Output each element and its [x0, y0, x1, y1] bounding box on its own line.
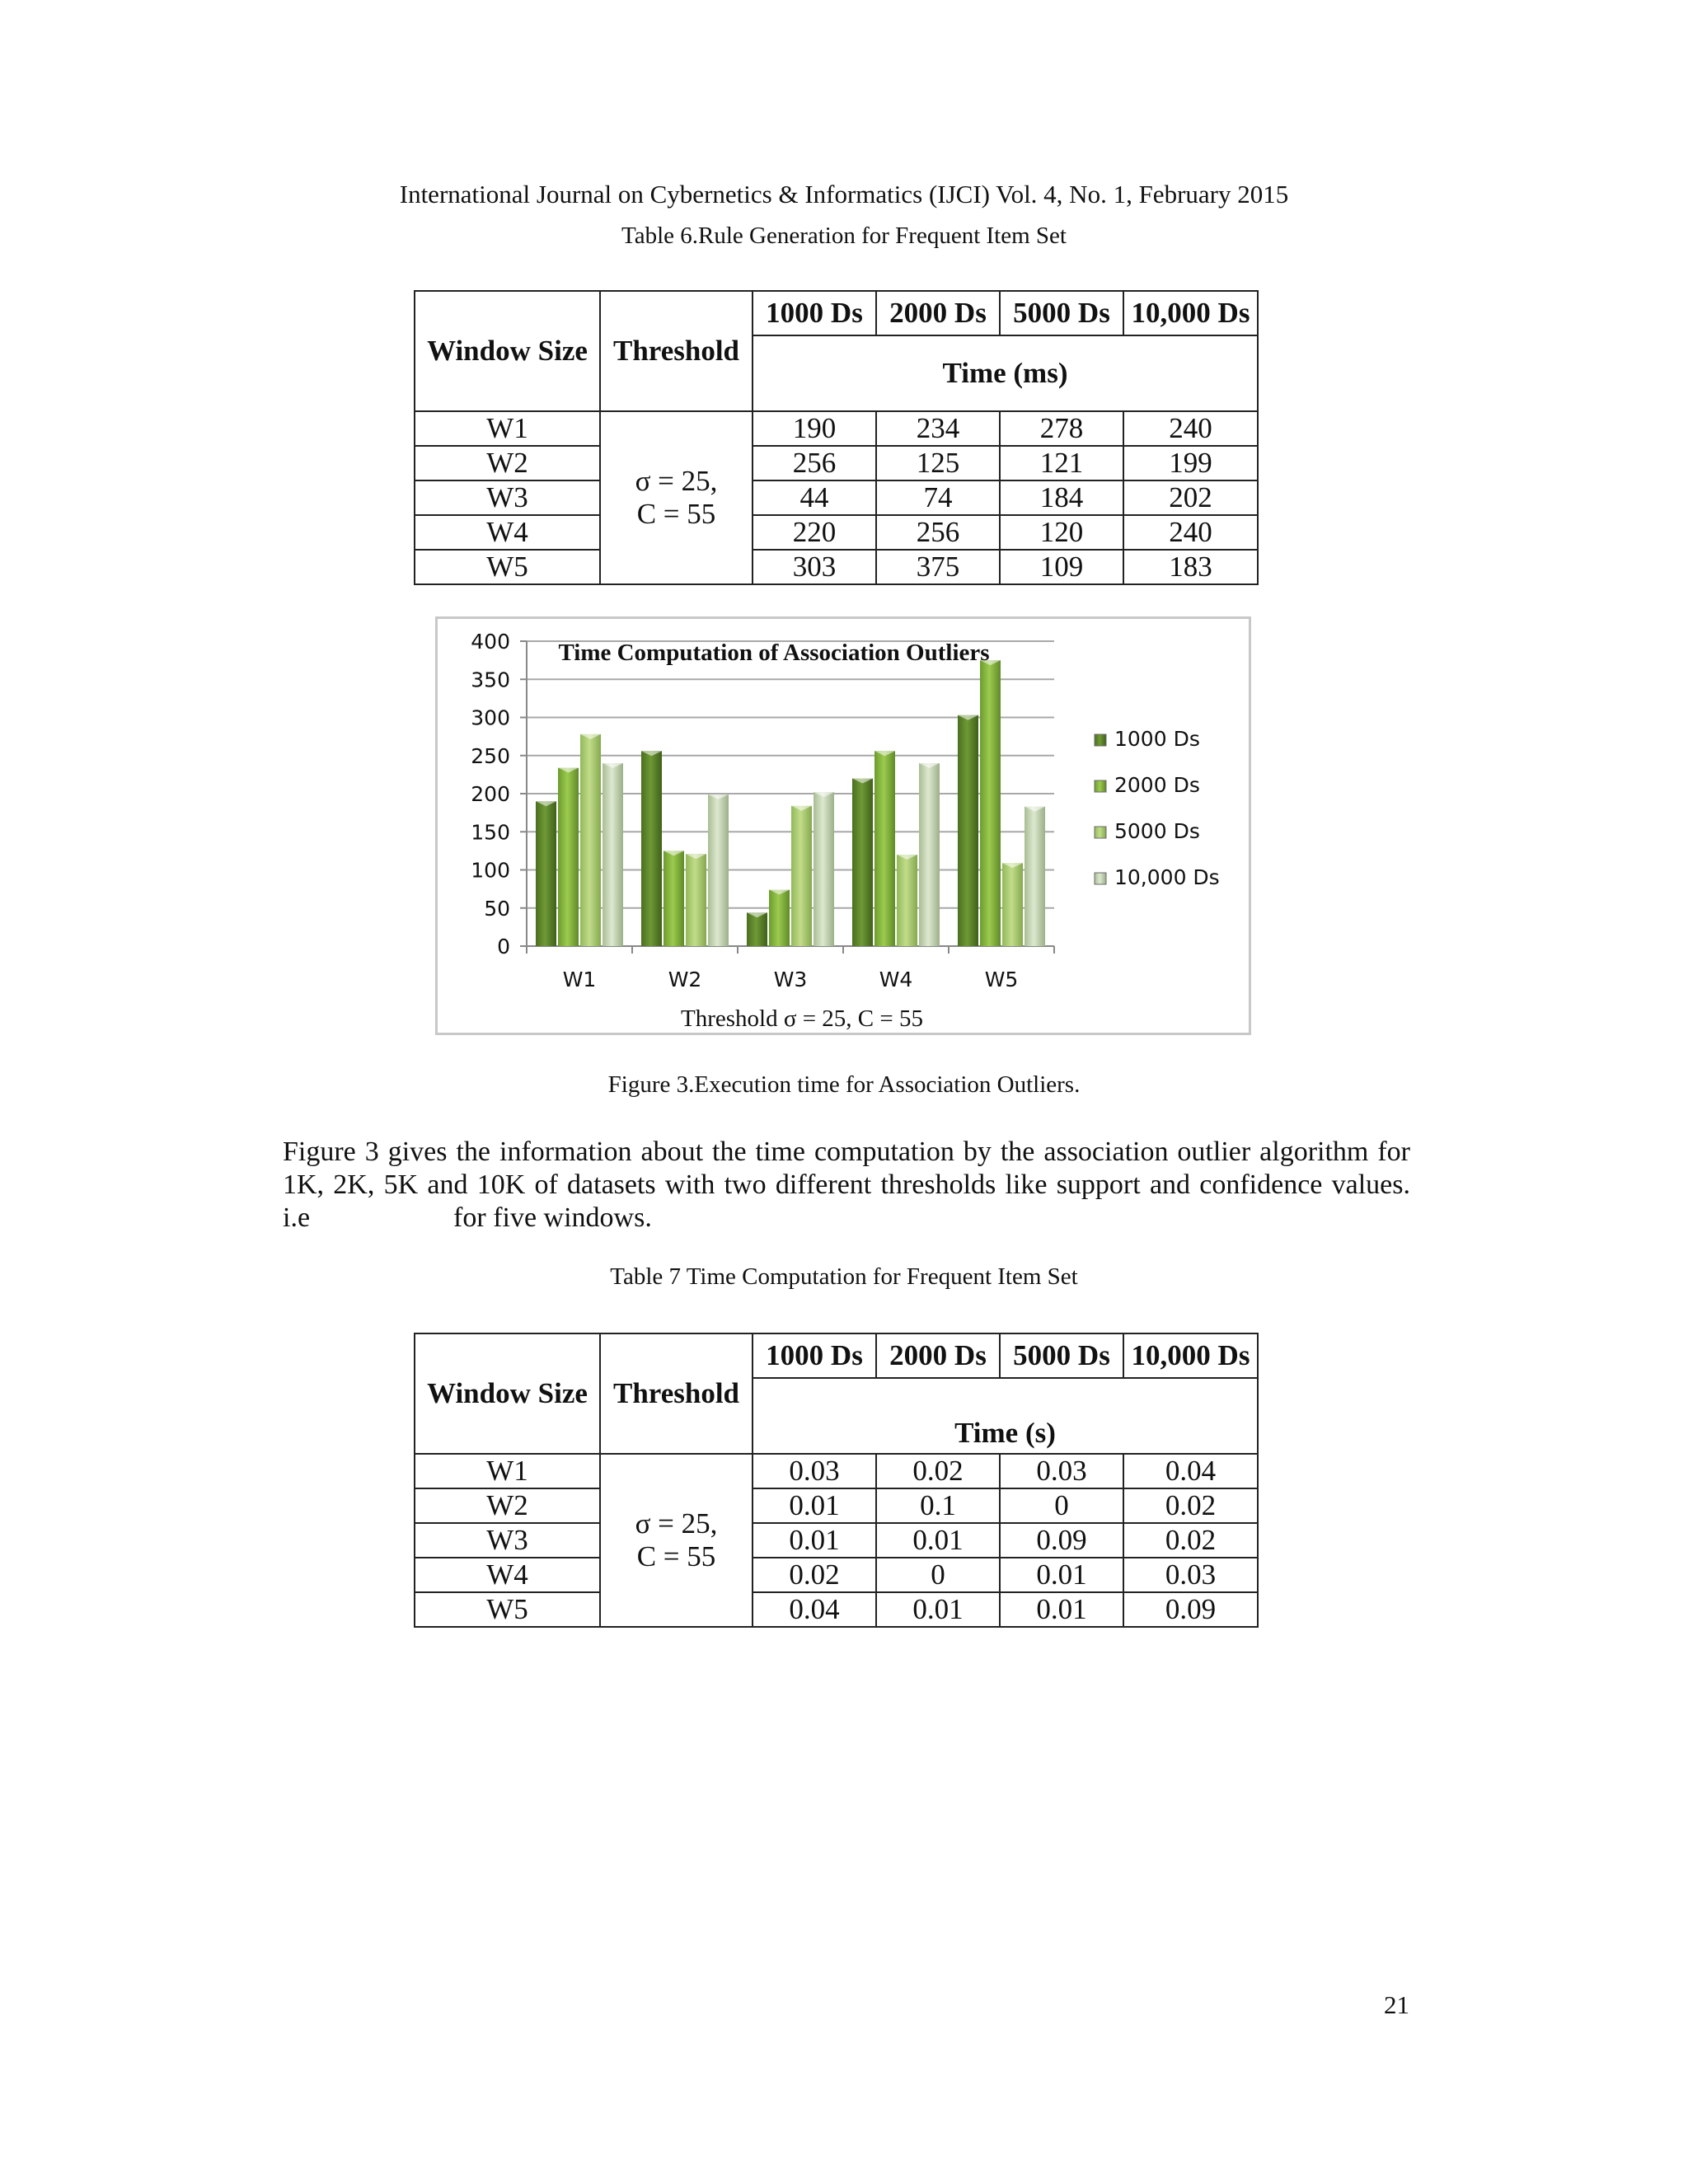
table6-window-cell: W3	[415, 480, 600, 515]
table6-value-cell: 278	[1000, 411, 1123, 446]
y-tick-label: 350	[471, 668, 510, 692]
table6-value-cell: 44	[753, 480, 876, 515]
table6-header-dataset: 10,000 Ds	[1123, 291, 1258, 335]
table-row	[415, 515, 1258, 550]
table6-threshold-cell	[600, 411, 753, 584]
threshold-sigma: σ = 25,	[635, 465, 718, 497]
bar	[919, 763, 940, 946]
x-tick-label: W2	[668, 968, 702, 991]
bar	[958, 715, 978, 946]
body-paragraph	[283, 1136, 1410, 1235]
y-tick-label: 50	[484, 896, 510, 921]
journal-header: International Journal on Cybernetics & Informatics (IJCI) Vol. 4, No. 1, February 2015	[399, 180, 1289, 209]
legend-swatch	[1095, 873, 1106, 884]
table6-value-cell: 256	[876, 515, 1000, 550]
legend-label: 2000 Ds	[1114, 773, 1200, 797]
table6-header-dataset: 2000 Ds	[876, 291, 1000, 335]
table7-value-cell: 0.02	[876, 1454, 1000, 1488]
paragraph-line: 1K, 2K, 5K and 10K of datasets with two different thresholds like support and confidence values.	[283, 1169, 1410, 1200]
table7-value-cell: 0.1	[876, 1488, 1000, 1523]
table6-header-dataset: 5000 Ds	[1000, 291, 1123, 335]
table7-header-threshold: Threshold	[600, 1333, 753, 1454]
bar	[791, 806, 812, 946]
threshold-c: C = 55	[636, 498, 716, 530]
legend-swatch	[1095, 734, 1106, 746]
y-tick-label: 250	[471, 743, 510, 768]
table6-value-cell: 109	[1000, 550, 1123, 584]
table-row	[415, 1454, 1258, 1488]
table6-value-cell: 256	[753, 446, 876, 480]
table7-value-cell: 0.03	[1000, 1454, 1123, 1488]
table7-value-cell: 0	[876, 1558, 1000, 1592]
paragraph-line3-end: for five windows.	[453, 1202, 652, 1233]
bar	[814, 792, 834, 946]
chart-title: Time Computation of Association Outliers	[558, 640, 990, 666]
table7-window-cell: W1	[415, 1454, 600, 1488]
table6-value-cell: 202	[1123, 480, 1258, 515]
table6-value-cell: 240	[1123, 515, 1258, 550]
y-tick-label: 200	[471, 782, 510, 806]
x-tick-label: W1	[562, 968, 597, 991]
table6-value-cell: 121	[1000, 446, 1123, 480]
y-tick-label: 0	[497, 935, 510, 958]
table7-value-cell: 0.01	[876, 1523, 1000, 1558]
bar	[708, 794, 729, 946]
table-row	[415, 1523, 1258, 1558]
bar	[874, 751, 895, 946]
paragraph-line	[283, 1202, 1410, 1235]
page-number: 21	[1384, 1990, 1409, 2019]
bar	[663, 851, 684, 946]
bar	[747, 912, 767, 946]
table-row	[415, 411, 1258, 446]
bar	[897, 855, 917, 946]
table-row	[415, 550, 1258, 584]
bar	[558, 768, 579, 946]
table7-header-dataset: 1000 Ds	[753, 1333, 876, 1378]
x-tick-label: W3	[773, 968, 808, 991]
chart-x-axis-label: Threshold σ = 25, C = 55	[680, 1005, 924, 1032]
table7-caption: Table 7 Time Computation for Frequent Item Set	[610, 1263, 1078, 1290]
threshold-c: C = 55	[636, 1540, 716, 1572]
table7-value-cell: 0.02	[753, 1558, 876, 1592]
table6-value-cell: 183	[1123, 550, 1258, 584]
x-tick-label: W4	[879, 968, 913, 991]
table7-value-cell: 0	[1000, 1488, 1123, 1523]
table6-value-cell: 125	[876, 446, 1000, 480]
table7-window-cell: W2	[415, 1488, 600, 1523]
table6-value-cell: 199	[1123, 446, 1258, 480]
paragraph-ie: i.e	[283, 1202, 311, 1233]
table7-value-cell: 0.09	[1123, 1592, 1258, 1627]
table6-value-cell: 234	[876, 411, 1000, 446]
table7-value-cell: 0.09	[1000, 1523, 1123, 1558]
table6	[414, 290, 1259, 585]
table6-value-cell: 74	[876, 480, 1000, 515]
table7-header-dataset: 10,000 Ds	[1123, 1333, 1258, 1378]
y-tick-label: 400	[471, 630, 510, 654]
chart-frame	[435, 616, 1251, 1035]
table6-window-cell: W4	[415, 515, 600, 550]
bar	[980, 660, 1001, 946]
threshold-sigma: σ = 25,	[635, 1507, 718, 1540]
table6-value-cell: 120	[1000, 515, 1123, 550]
bar	[641, 751, 662, 946]
legend-swatch	[1095, 827, 1106, 838]
table-row	[415, 446, 1258, 480]
table6-window-cell: W1	[415, 411, 600, 446]
table6-caption: Table 6.Rule Generation for Frequent Item Set	[621, 223, 1067, 249]
table-row	[415, 1488, 1258, 1523]
table7-value-cell: 0.01	[1000, 1558, 1123, 1592]
table-row	[415, 1592, 1258, 1627]
x-tick-label: W5	[984, 968, 1019, 991]
table7-value-cell: 0.01	[753, 1488, 876, 1523]
figure3-caption: Figure 3.Execution time for Association Outliers.	[607, 1071, 1081, 1098]
table6-value-cell: 220	[753, 515, 876, 550]
legend-swatch	[1095, 780, 1106, 792]
y-tick-label: 100	[471, 858, 510, 883]
table7-value-cell: 0.04	[1123, 1454, 1258, 1488]
bar	[580, 734, 601, 946]
table6-header-threshold: Threshold	[600, 291, 753, 411]
bar	[852, 779, 873, 947]
table6-value-cell: 184	[1000, 480, 1123, 515]
table7-value-cell: 0.01	[1000, 1592, 1123, 1627]
table-row	[415, 1558, 1258, 1592]
table6-value-cell: 303	[753, 550, 876, 584]
table6-window-cell: W2	[415, 446, 600, 480]
legend-label: 5000 Ds	[1114, 819, 1200, 843]
table6-unit-label: Time (ms)	[753, 335, 1258, 411]
table7-value-cell: 0.04	[753, 1592, 876, 1627]
table6-value-cell: 190	[753, 411, 876, 446]
table6-window-cell: W5	[415, 550, 600, 584]
table7-value-cell: 0.01	[876, 1592, 1000, 1627]
bar	[686, 854, 706, 946]
table6-header-window: Window Size	[415, 291, 600, 411]
table7-window-cell: W3	[415, 1523, 600, 1558]
legend-label: 10,000 Ds	[1114, 865, 1220, 889]
table-row	[415, 480, 1258, 515]
table6-value-cell: 375	[876, 550, 1000, 584]
table7-value-cell: 0.02	[1123, 1523, 1258, 1558]
y-tick-label: 150	[471, 820, 510, 845]
table7-window-cell: W4	[415, 1558, 600, 1592]
bar	[603, 763, 623, 946]
table7-header-window: Window Size	[415, 1333, 600, 1454]
y-tick-label: 300	[471, 705, 510, 730]
table6-value-cell: 240	[1123, 411, 1258, 446]
table7-value-cell: 0.01	[753, 1523, 876, 1558]
table7-header-dataset: 2000 Ds	[876, 1333, 1000, 1378]
table7-header-dataset: 5000 Ds	[1000, 1333, 1123, 1378]
bar	[1025, 807, 1045, 946]
table6-header-dataset: 1000 Ds	[753, 291, 876, 335]
table7-value-cell: 0.02	[1123, 1488, 1258, 1523]
table7-threshold-cell	[600, 1454, 753, 1627]
bar	[536, 801, 556, 946]
bar	[1002, 863, 1023, 946]
legend-label: 1000 Ds	[1114, 727, 1200, 751]
table7-value-cell: 0.03	[753, 1454, 876, 1488]
table7-window-cell: W5	[415, 1592, 600, 1627]
bar-chart	[438, 619, 1249, 1033]
table7	[414, 1333, 1259, 1628]
paragraph-line: Figure 3 gives the information about the time computation by the association outlier algorithm for	[283, 1137, 1410, 1167]
table7-value-cell: 0.03	[1123, 1558, 1258, 1592]
bar	[769, 890, 790, 946]
table7-unit-label: Time (s)	[753, 1378, 1258, 1454]
